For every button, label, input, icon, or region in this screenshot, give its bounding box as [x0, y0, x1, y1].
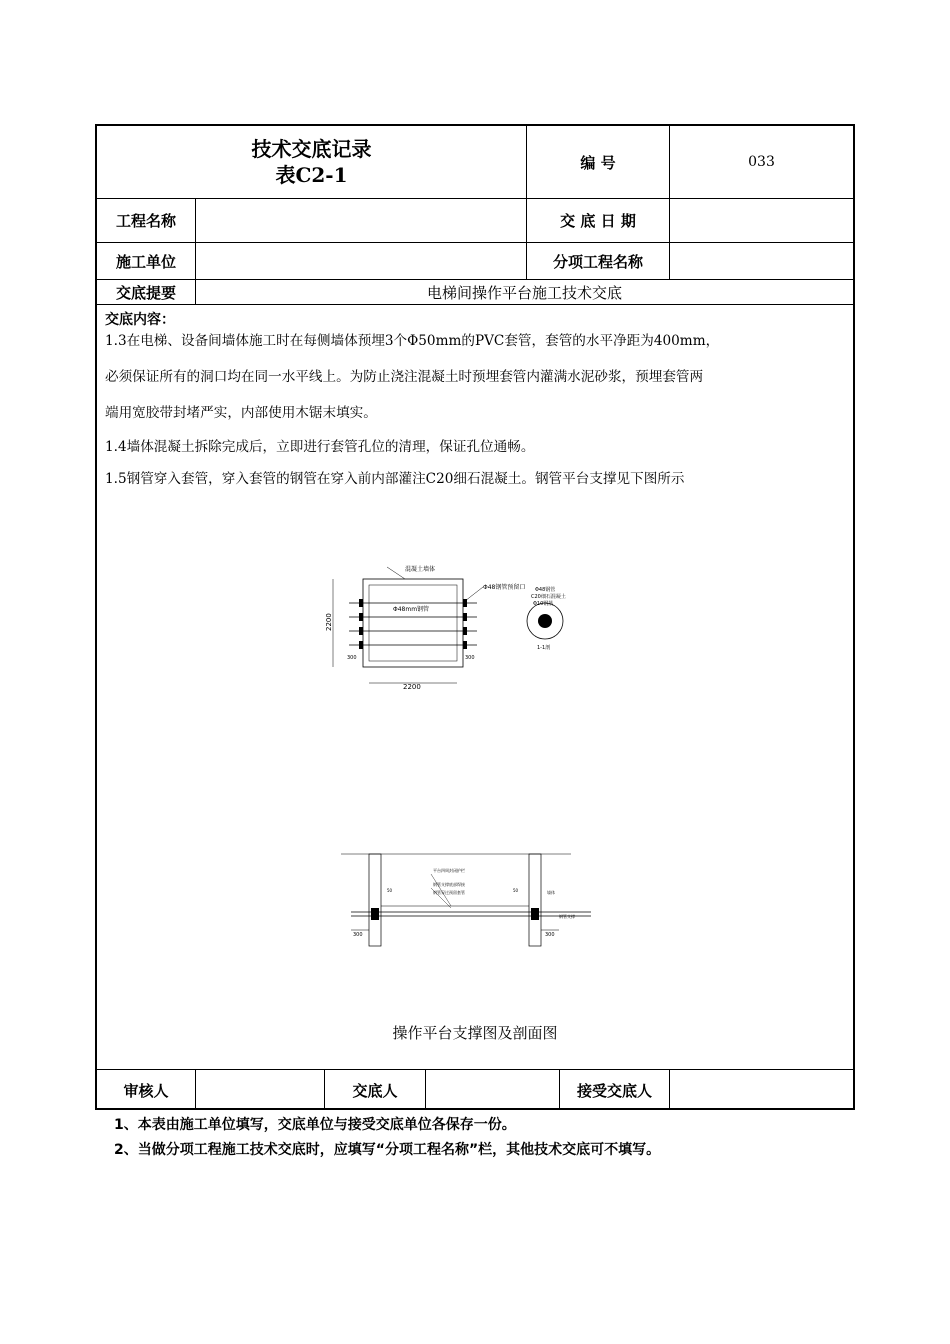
contractor-label: 施工单位: [115, 252, 176, 271]
hole-mark: [359, 613, 363, 621]
leader-line: [387, 567, 405, 579]
hole-mark: [463, 613, 467, 621]
left-wall: [369, 854, 381, 946]
sleeve-mark: [371, 908, 379, 920]
inner-outline: [369, 585, 457, 661]
hole-mark: [463, 627, 467, 635]
form-title-main: 技术交底记录: [251, 137, 372, 161]
form-title-code: 表C2-1: [275, 163, 348, 187]
hole-mark: [463, 599, 467, 607]
number-value[interactable]: 033: [748, 154, 775, 170]
wall-label: 混凝土墙体: [405, 566, 436, 573]
subproject-label: 分项工程名称: [552, 252, 643, 271]
project-name-label: 工程名称: [115, 212, 176, 230]
disclosure-record-table: [95, 124, 855, 1110]
paragraph-1-4: 1.4墙体混凝土拆除完成后，立即进行套管孔位的清理，保证孔位通畅。: [105, 439, 535, 455]
footnote-2: 2、当做分项工程施工技术交底时，应填写“分项工程名称”栏，其他技术交底可不填写。: [114, 1142, 661, 1158]
discloser-label: 交底人: [352, 1081, 398, 1100]
dim-left: 300: [347, 655, 357, 661]
date-field[interactable]: [670, 199, 853, 242]
project-name-field[interactable]: [196, 199, 526, 242]
diagram-caption: 操作平台支撑图及剖面图: [392, 1024, 558, 1042]
dim-right: 300: [465, 655, 475, 661]
reviewer-field[interactable]: [196, 1070, 324, 1110]
content-heading: 交底内容：: [105, 312, 175, 328]
hole-mark: [359, 599, 363, 607]
subproject-field[interactable]: [670, 243, 853, 279]
receiver-label: 接受交底人: [576, 1081, 652, 1100]
support-plan-diagram: [325, 561, 615, 691]
receiver-field[interactable]: [670, 1070, 853, 1110]
section-pipe-label: Φ48钢管: [535, 587, 556, 593]
dim-small-left: 50: [387, 888, 393, 893]
note-4: 墙体: [547, 890, 555, 895]
hole-label: Φ48钢管预留口: [483, 584, 526, 591]
pipe-label: Φ48mm钢管: [393, 606, 430, 613]
section-name: 1-1剖: [537, 645, 551, 651]
wall-outline: [363, 579, 463, 667]
paragraph-line: 1.3在电梯、设备间墙体施工时在每侧墙体预埋3个Φ50mm的PVC套管，套管的水平净距为400mm，: [105, 333, 720, 349]
paragraph-line: 端用宽胶带封堵严实，内部使用木锯末填实。: [105, 405, 377, 421]
note-2: 钢管支撑底部焊接: [433, 882, 465, 887]
dim-small-right: 50: [513, 888, 519, 893]
paragraph-1-3: [105, 323, 849, 431]
row-divider: [97, 304, 853, 305]
hole-mark: [359, 627, 363, 635]
note-3: 钢管穿过预留套管: [433, 890, 465, 895]
form-title: [97, 126, 526, 198]
contractor-field[interactable]: [196, 243, 526, 279]
leader-line: [465, 587, 483, 601]
section-rebar-label: Φ10钢筋: [533, 601, 554, 607]
sleeve-mark: [531, 908, 539, 920]
dim-width: 2200: [403, 683, 421, 691]
number-label: 编 号: [580, 153, 616, 172]
pipe-core: [538, 614, 552, 628]
reviewer-label: 审核人: [123, 1081, 169, 1100]
support-section-diagram: [341, 850, 601, 950]
summary-field[interactable]: 电梯间操作平台施工技术交底: [426, 283, 622, 302]
right-wall: [529, 854, 541, 946]
note-5: 钢管支撑: [559, 914, 575, 919]
section-concrete-label: C20细石混凝土: [531, 594, 566, 600]
dim-left: 300: [353, 932, 363, 938]
note-1: 平台四周封闭护栏: [433, 868, 465, 873]
footnote-1: 1、本表由施工单位填写，交底单位与接受交底单位各保存一份。: [114, 1117, 516, 1133]
paragraph-line: 必须保证所有的洞口均在同一水平线上。为防止浇注混凝土时预埋套管内灌满水泥砂浆，预埋套管两: [105, 369, 704, 385]
dim-height: 2200: [325, 613, 333, 631]
discloser-field[interactable]: [426, 1070, 559, 1110]
paragraph-1-5: 1.5钢管穿入套管，穿入套管的钢管在穿入前内部灌注C20细石混凝土。钢管平台支撑见下图所示: [105, 471, 685, 487]
dim-right: 300: [545, 932, 555, 938]
date-label: 交 底 日 期: [560, 212, 636, 230]
hole-mark: [463, 641, 467, 649]
summary-label: 交底提要: [115, 283, 176, 302]
disclosure-content: [105, 309, 849, 495]
hole-mark: [359, 641, 363, 649]
